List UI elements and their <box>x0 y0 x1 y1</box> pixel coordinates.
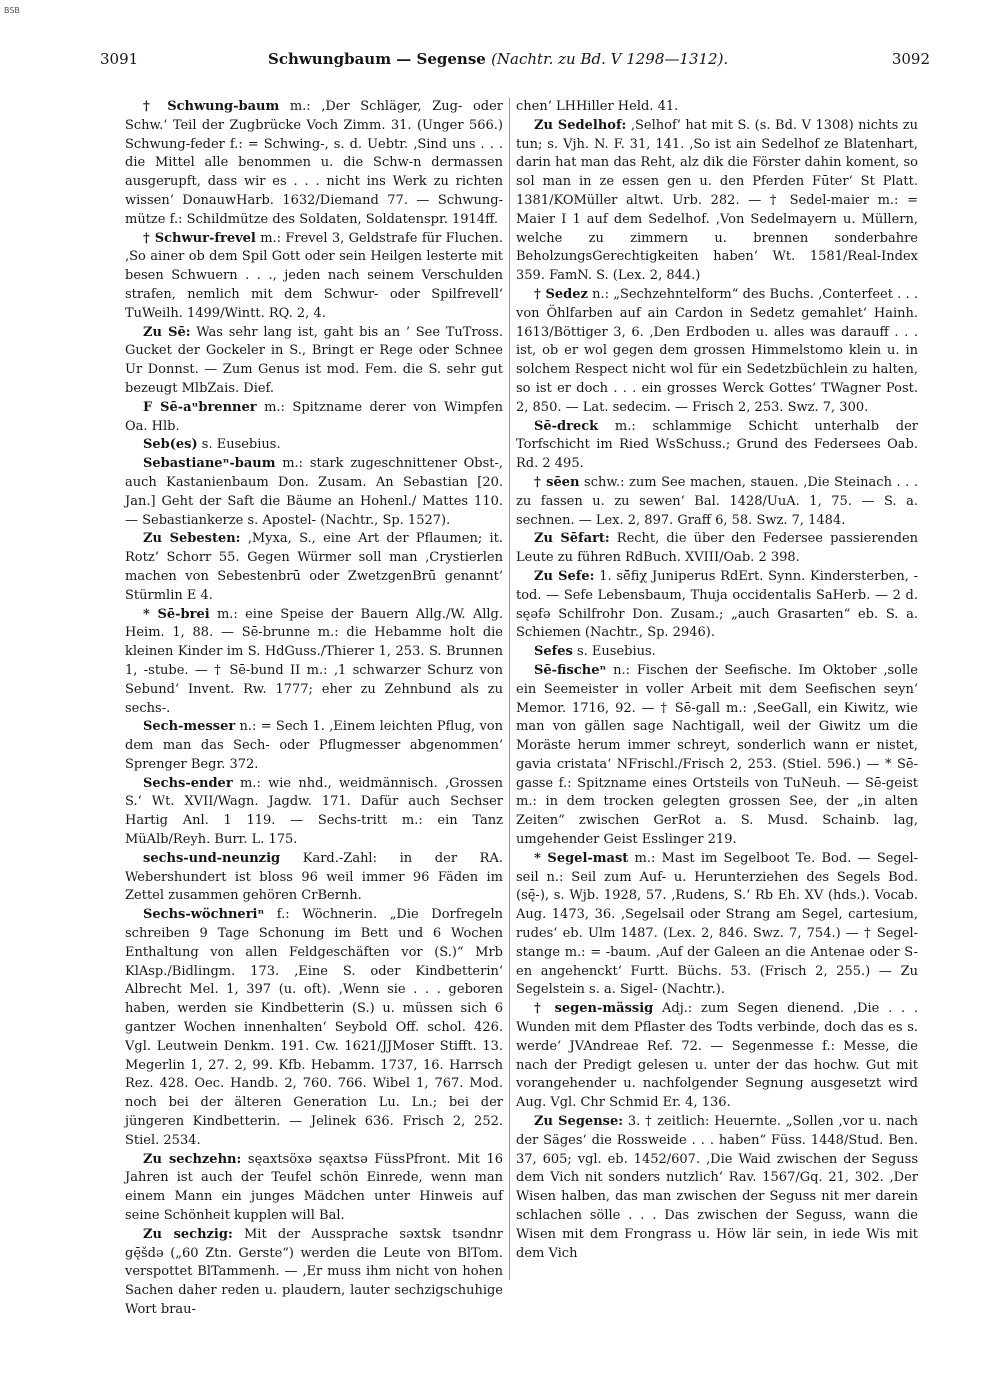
entry-headword: F Sē-aᵘbrenner <box>143 399 257 415</box>
entry-text: 3. † zeitlich: Heuernte. „Sollen ‚vor u. nach der Säges‘ die Rossweide . . . haben“ Füss. 1448/Stud. Ben. 37, 605; vgl. eb. 1452/607. ‚Die Waid zwischen der Seguss dem Vich nit sonders nutzlich‘ Rav. 1567/Gq. 21, 302. ‚Der Wisen halben, das man zwischen der Seguss nit mer darein schlachen sölle . . . Das zwischen der Seguss, wann die Wisen mit dem Frongrass u. Höw lär sein, in iede Wis mit dem Vich <box>516 1114 919 1261</box>
entry-headword: † Schwur-frevel <box>143 230 256 246</box>
entry-text: Kard.-Zahl: in der RA. Webershundert ist bloss 96 weil immer 96 Fäden im Zettel zusammen gehören CrBernh. <box>125 850 503 904</box>
entry-headword: Zu Sefe: <box>534 568 595 584</box>
dictionary-entry <box>125 436 503 455</box>
entry-headword: Sē-dreck <box>534 418 599 434</box>
entry-text: m.: schlammige Schicht unterhalb der Torfschicht im Ried WsSchuss.; Grund des Federsees Oab. Rd. 2 495. <box>516 418 918 472</box>
entry-text: sęaxtsöxə sęaxtsə FüssPfront. Mit 16 Jahren ist auch der Teufel schön Einrede, wenn man einem Mann ein junges Mädchen unter Hinweis auf seine Schönheit kupplen will Bal. <box>125 1151 503 1224</box>
dictionary-entry <box>125 775 503 850</box>
entry-text: ‚Myxa, S., eine Art der Pflaumen; it. Rotz‘ Schorr 55. Gegen Würmer soll man ‚Crystierlen machen von Sebestenbrū oder ZwetzgenBrū genannt‘ Stürmlin E 4. <box>125 531 504 603</box>
entry-headword: Sechs-wöchneriⁿ <box>143 907 265 923</box>
entry-text: m.: wie nhd., weidmännisch. ‚Grossen S.‘ Wt. XVII/Wagn. Jagdw. 171. Dafür auch Sechser Hartig Anl. 1 119. — Sechs-tritt m.: ein Tanz MüAlb/Reyh. Burr. L. 175. <box>125 775 503 848</box>
dictionary-entry <box>125 324 503 399</box>
running-title-note: (Nachtr. zu Bd. V 1298—1312). <box>491 50 729 68</box>
dictionary-entry <box>125 1151 503 1226</box>
entry-headword: sechs-und-neunzig <box>143 850 281 866</box>
entry-headword: Seb(es) <box>143 437 198 453</box>
entry-text: m.: Spitzname derer von Wimpfen Oa. Hlb. <box>125 399 503 434</box>
entry-text: m.: eine Speise der Bauern Allg./W. Allg. Heim. 1, 88. — Sē-brunne m.: die Hebamme holt die kleinen Kinder im S. HdGuss./Thierer 1, 253. S. Brunnen 1, -stube. — † Sē-bund II m.: ‚1 schwarzer Schurz von Sebund‘ Invent. Rw. 1777; eher zu Zehnbund als zu sechs-. <box>125 606 503 716</box>
dictionary-entry <box>125 399 503 437</box>
entry-text: m.: ‚Der Schläger, Zug- oder Schw.‘ Teil der Zugbrücke Voch Zimm. 31. (Unger 566.) Schwung-feder f.: = Schwing-, s. d. Uebtr. ‚Sind uns . . . die Mittel alle benommen u. die Schw-n dermassen ausgerupft, dass wir es . . . nicht ins Werk zu richten wissen‘ DonauwHarb. 1632/Diemand 77. — Schwung-mütze f.: Schildmütze des Soldaten, Soldatenspr. 1914ff. <box>125 99 503 227</box>
entry-text: chen‘ LHHiller Held. 41. <box>516 99 679 114</box>
entry-text: schw.: zum See machen, stauen. ‚Die Steinach . . . zu fassen u. zu sewen‘ Bal. 1428/UuA. 1, 75. — S. a. sechnen. — Lex. 2, 897. Graff 6, 58. Swz. 7, 1484. <box>516 474 918 528</box>
page-header <box>100 50 930 76</box>
entry-text: m.: Frevel 3, Geldstrafe für Fluchen. ‚So ainer ob dem Spil Gott oder sein Heilgen lesterte mit besen Schwuern . . ., jeden nach seinem Verschulden strafen, nemlich mit dem Schwur- oder Spilfrevell‘ TuWeilh. 1499/Wintt. RQ. 2, 4. <box>125 230 503 321</box>
dictionary-entry <box>516 850 918 1000</box>
entry-headword: Zu Sēfart: <box>534 531 610 547</box>
entry-headword: * Sē-brei <box>143 606 210 622</box>
entry-headword: Sechs-ender <box>143 775 233 791</box>
running-title-main: Schwungbaum — Segense <box>268 50 486 68</box>
dictionary-entry <box>516 643 918 662</box>
dictionary-entry <box>125 718 503 774</box>
entry-headword: Sebastianeⁿ-baum <box>143 456 276 472</box>
entry-headword: Zu Sedelhof: <box>534 117 627 133</box>
dictionary-entry <box>125 906 503 1150</box>
running-title <box>268 50 728 68</box>
entry-text: n.: = Sech 1. ‚Einem leichten Pflug, von dem man das Sech- oder Pflugmesser abgenommen‘ Sprenger Begr. 372. <box>125 719 503 772</box>
dictionary-entry <box>125 455 503 530</box>
entry-text: m.: stark zugeschnittener Obst-, auch Kastanienbaum Don. Zusam. An Sebastian [20. Jan.] Geht der Saft die Bäume an Hohenl./ Mattes 110. — Sebastiankerze s. Apostel- (Nachtr., Sp. 1527). <box>125 456 503 528</box>
dictionary-entry <box>125 530 503 605</box>
dictionary-entry <box>516 568 918 643</box>
dictionary-entry <box>125 98 503 230</box>
dictionary-entry <box>125 850 503 906</box>
library-mark: BSB <box>4 6 20 15</box>
entry-text: 1. sē̆fiχ Juniperus RdErt. Synn. Kindersterben, -tod. — Sefe Lebensbaum, Thuja occidentalis SaHerb. — 2 d. sęəfə Schilfrohr Don. Zusam.; „auch Grasarten“ eb. S. a. Schiemen (Nachtr., Sp. 2946). <box>516 568 918 641</box>
dictionary-entry <box>516 474 918 530</box>
dictionary-entry <box>516 662 918 850</box>
entry-headword: † Schwung-baum <box>143 99 280 114</box>
entry-headword: Zu sechzig: <box>143 1226 233 1242</box>
entry-headword: Zu Segense: <box>534 1114 624 1130</box>
entry-text: ‚Selhof‘ hat mit S. (s. Bd. V 1308) nichts zu tun; s. Vjh. N. F. 31, 141. ‚So ist ain Sedelhof ze Blatenhart, darin hat man das Reht, alz dik die Förster dahin koment, so sol man in ze essen gen u. den Pferden Fūter‘ St Platt. 1381/KOMüller altwt. Urb. 282. — † Sedel-maier m.: = Maier I 1 auf dem Sedelhof. ‚Von Sedelmayern u. Müllern, welche zu zimmern u. brennen sonderbahre BeholzungsGerechtigkeiten haben‘ Wt. 1581/Real-Index 359. FamN. S. (Lex. 2, 844.) <box>516 117 918 284</box>
entry-headword: † sēen <box>534 474 580 490</box>
entry-headword: * Segel-mast <box>534 850 629 866</box>
dictionary-entry <box>516 117 918 286</box>
dictionary-entry <box>516 530 918 568</box>
entry-headword: Zu Sē: <box>143 324 191 340</box>
entry-text: Adj.: zum Segen dienend. ‚Die . . . Wunden mit dem Pflaster des Todts verbinde, doch das es s. werde‘ JVAndreae Ref. 72. — Segenmesse f.: Messe, die nach der Predigt gelesen u. unter der das hochw. Gut mit vorangehender u. nachfolgender Segnung ausgesetzt wird Aug. Vgl. Chr Schmid Er. 4, 136. <box>516 1001 919 1111</box>
entry-text: f.: Wöchnerin. „Die Dorfregeln schreiben 9 Tage Schonung im Bett und 6 Wochen Enthaltung von allen Feldgeschäften vor (S.)“ Mrb KlAsp./Bidlingm. 173. ‚Eine S. oder Kindbetterin‘ Albrecht Mel. 1, 397 (u. oft). ‚Wenn sie . . . geboren haben, werden sie Kindbetterin (S.) u. müssen sich 6 gantzer Wochen innenhalten‘ Seybold Off. schol. 426. Vgl. Leutwein Denkm. 191. Cw. 1621/JJMoser Stifft. 13. Megerlin 1, 27. 2, 99. Kfb. Hebamm. 1737, 16. Harrsch Rez. 428. Oec. Handb. 2, 760. 766. Wibel 1, 767. Mod. noch bei der älteren Generation Lu. Ln.; bei der jüngeren Kindbetterin. — Jelinek 636. Frisch 2, 252. Stiel. 2534. <box>125 907 503 1148</box>
dictionary-entry <box>516 286 918 418</box>
entry-headword: Sefes <box>534 644 573 660</box>
entry-text: s. Eusebius. <box>572 644 656 660</box>
dictionary-entry <box>516 98 918 117</box>
entry-headword: † Sedez <box>534 286 588 302</box>
entry-text: n.: Fischen der Seefische. Im Oktober ‚solle ein Seemeister in voller Arbeit mit dem Seefischen seyn‘ Memor. 1716, 92. — † Sē-gall m.: ‚SeeGall, ein Kiwitz, wie man von gällen sage Nachtigall, weil der Giwitz um die Moräste herum immer schreyt, sonderlich wann er nistet, gavia cristata‘ NFrischl./Frisch 2, 253. (Stiel. 596.) — * Sē-gasse f.: Spitzname eines Ortsteils von TuNeuh. — Sē-geist m.: in dem trocken gelegten grossen See, der „in alten Zeiten“ zwischen GerRot a. S. Musd. Schainb. lag, umgehender Geist Esslinger 219. <box>516 662 918 848</box>
entry-text: Was sehr lang ist, gaht bis an ’ See TuTross. Gucket der Gockeler in S., Bringt er Rege oder Schnee Ur Donnst. — Zum Genus ist mod. Fem. die S. sehr gut bezeugt MlbZais. Dief. <box>125 324 503 396</box>
left-column <box>125 98 503 1320</box>
entry-headword: Zu sechzehn: <box>143 1151 242 1167</box>
entry-text: Recht, die über den Federsee passierenden Leute zu führen RdBuch. XVIII/Oab. 2 398. <box>516 531 919 566</box>
entry-text: Mit der Aussprache səxtsk tsəndnr gę̄šdə („60 Ztn. Gerste“) werden die Leute von BlTom. verspottet BlTammenh. — ‚Er muss ihm nicht von hohen Sachen daher reden u. plaudern, lauter sechzigschuhige Wort brau- <box>125 1226 503 1317</box>
right-column <box>516 98 918 1263</box>
dictionary-entry <box>516 1000 918 1113</box>
entry-headword: † segen-mässig <box>534 1001 654 1017</box>
dictionary-entry <box>125 1226 503 1320</box>
entry-headword: Sech-messer <box>143 719 236 735</box>
page-number-left: 3091 <box>100 50 139 68</box>
dictionary-entry <box>125 230 503 324</box>
page-number-right: 3092 <box>891 50 930 68</box>
dictionary-entry <box>125 606 503 719</box>
entry-text: s. Eusebius. <box>197 437 281 453</box>
entry-text: m.: Mast im Segelboot Te. Bod. — Segel-seil n.: Seil zum Auf- u. Herunterziehen des Segels Bod. (sę̄-), s. Wjb. 1928, 57. ‚Rudens, S.‘ Rb Eh. XV (hds.). Vocab. Aug. 1473, 36. ‚Segelsail oder Strang am Segel, cartesium, rudes‘ eb. Ulm 1487. (Lex. 2, 846. Swz. 7, 754.) — † Segel-stange m.: = -baum. ‚Auf der Galeen an die Antenae oder S-en angehenckt‘ Furtt. Büchs. 53. (Frisch 2, 255.) — Zu Segelstein s. a. Sigel- (Nachtr.). <box>516 850 918 998</box>
dictionary-entry <box>516 1113 918 1263</box>
entry-headword: Sē-fischeⁿ <box>534 662 607 678</box>
column-divider <box>509 98 510 1280</box>
entry-text: n.: „Sechzehntelform“ des Buchs. ‚Conterfeet . . . von Öhlfarben auf ain Cardon in Sedetz gemahlet‘ Hainh. 1613/Böttiger 3, 6. ‚Den Erdboden u. alles was darauff . . . ist, ob er wol gegen dem grossen Himmelstomo klein u. in solchem Respect nicht wol für ein Sedetzbüchlein zu halten, so ist er doch . . . ein grosses Werck Gottes‘ TWagner Post. 2, 850. — Lat. sedecim. — Frisch 2, 253. Swz. 7, 300. <box>516 286 918 415</box>
dictionary-entry <box>516 418 918 474</box>
entry-headword: Zu Sebesten: <box>143 531 241 547</box>
